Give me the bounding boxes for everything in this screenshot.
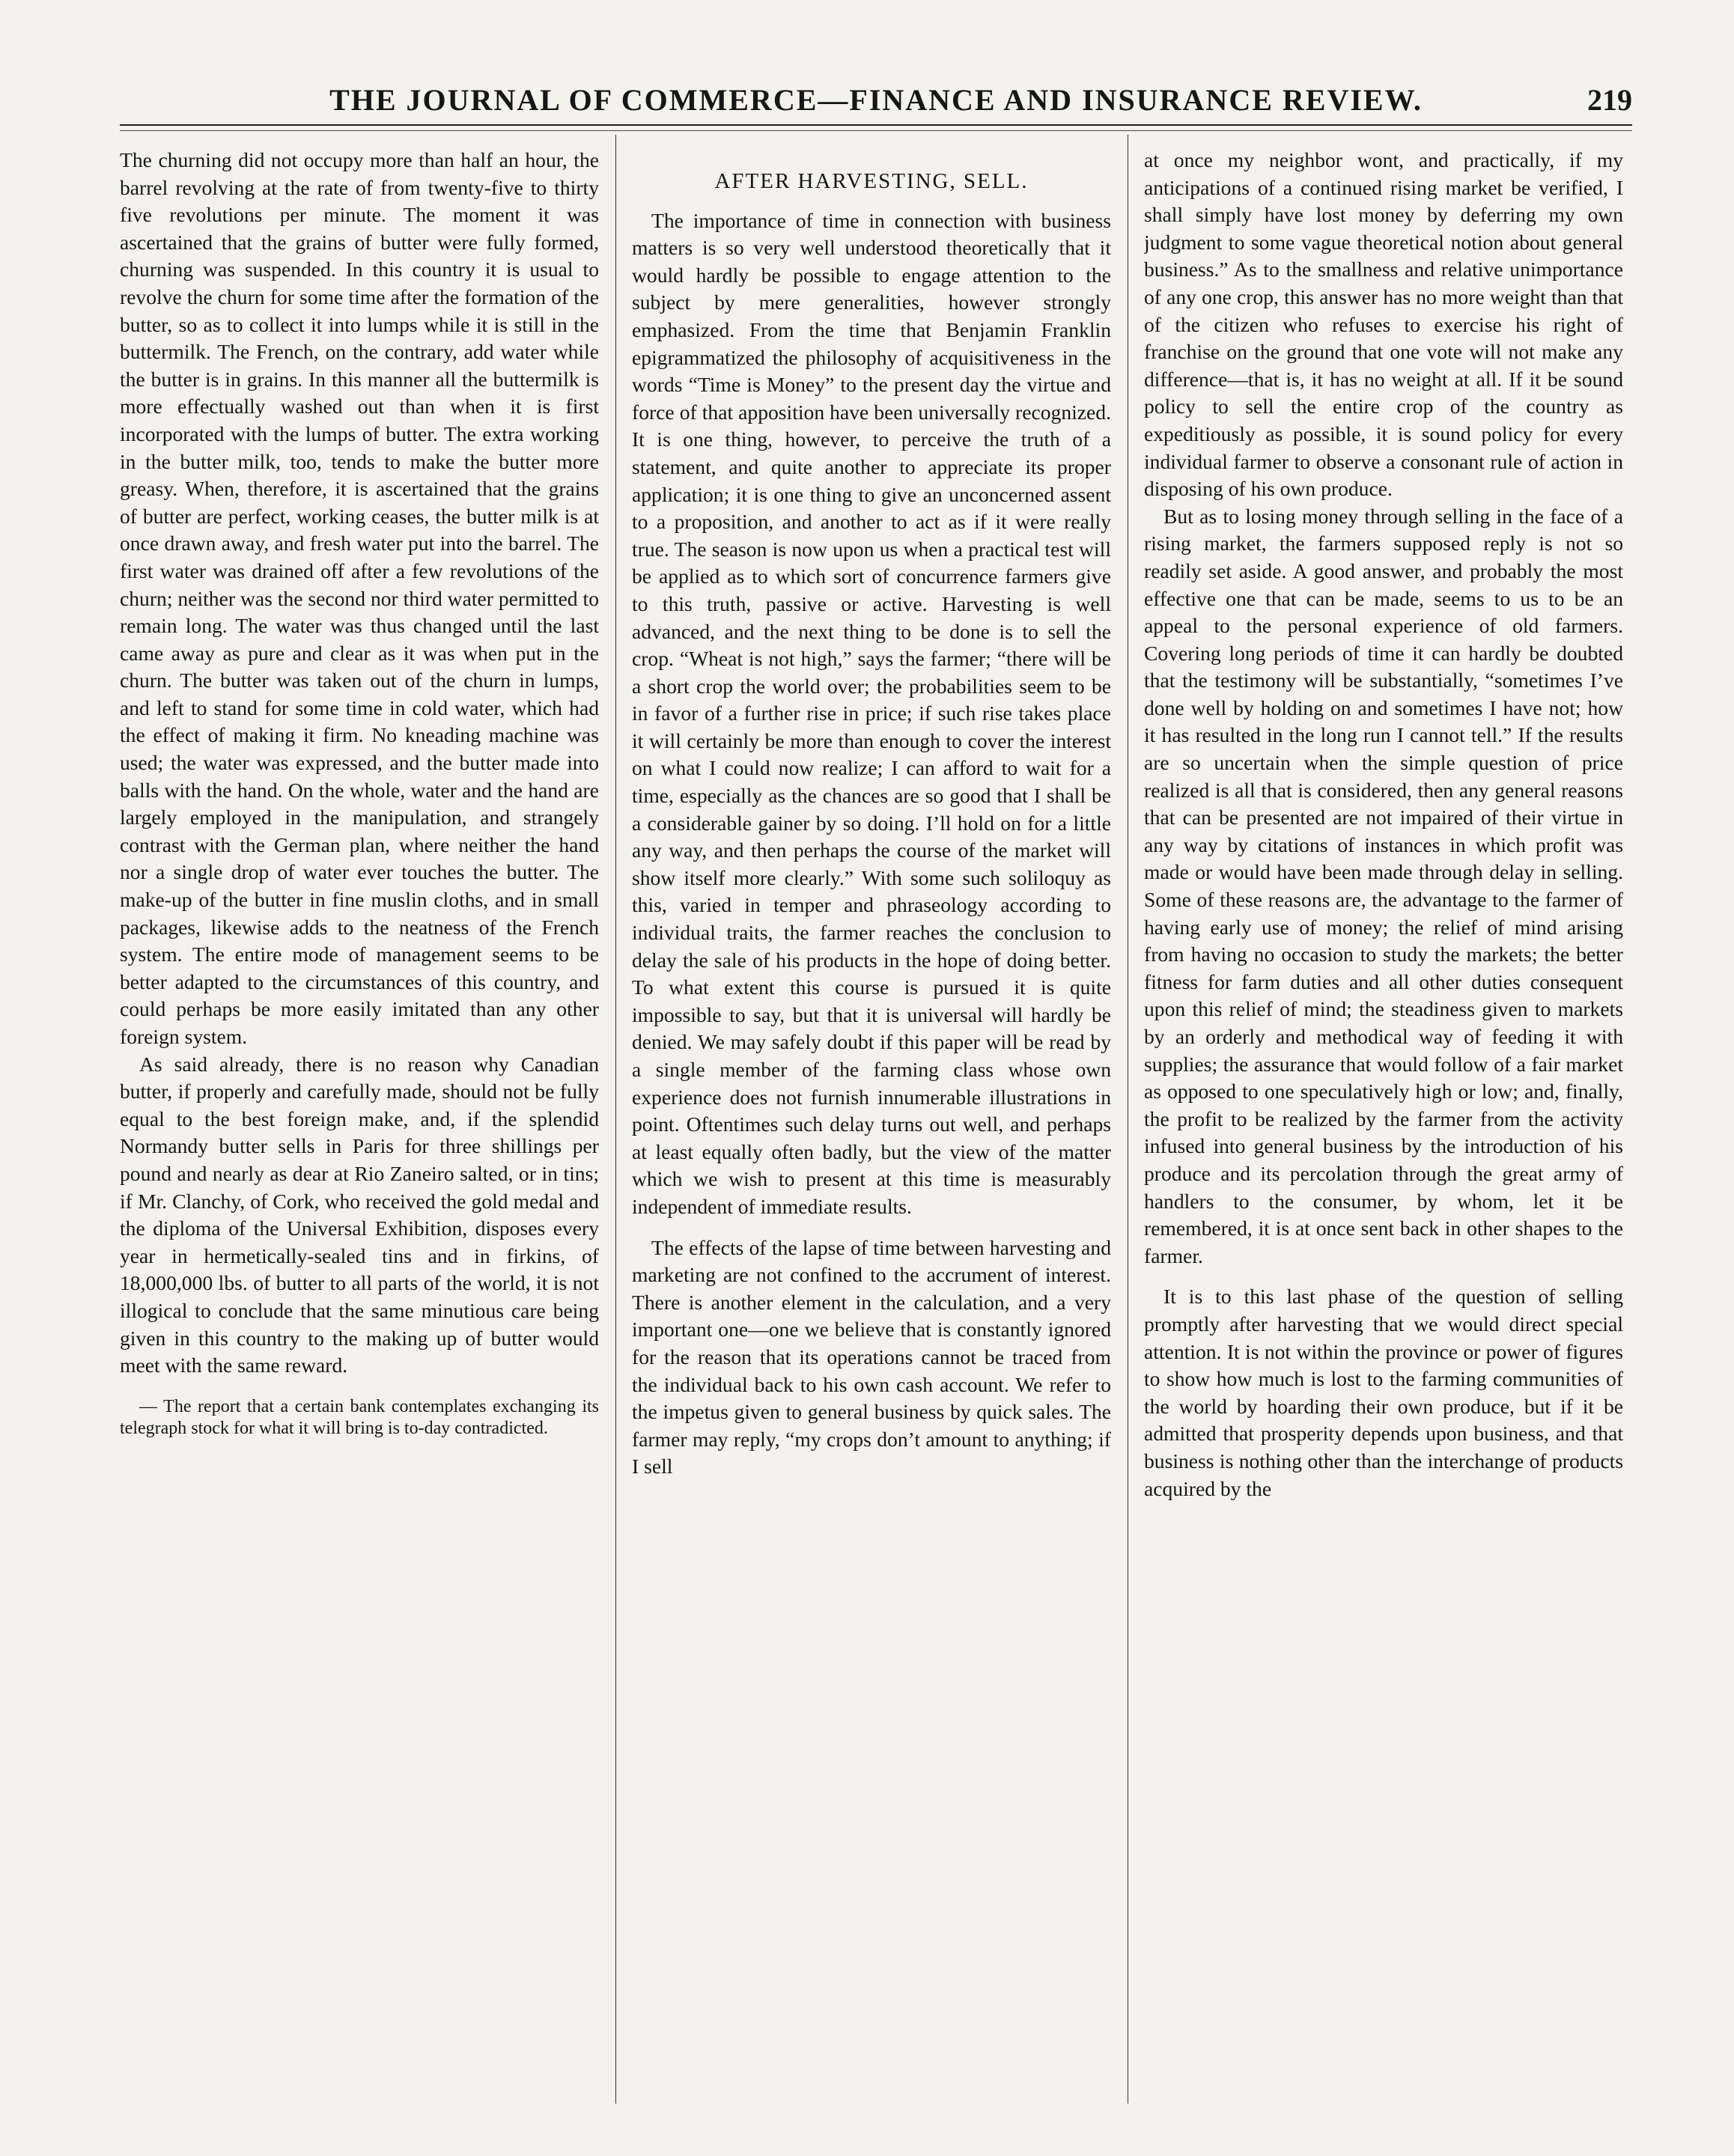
column-left <box>120 147 599 2108</box>
paragraph: It is to this last phase of the question of selling promptly after harvesting that we would direct special attention. It is not within the province or power of figures to show how much is lost to the farming communities of the world by hoarding their own produce, but if it be admitted that prosperity depends upon business, and that business is nothing other than the interchange of products acquired by the <box>1144 1285 1623 1500</box>
column-middle <box>632 147 1111 2108</box>
journal-title: THE JOURNAL OF COMMERCE—FINANCE AND INSURANCE REVIEW. <box>329 83 1423 117</box>
article-heading: AFTER HARVESTING, SELL. <box>714 169 1029 193</box>
paragraph: The churning did not occupy more than half an hour, the barrel revolving at the rate of from twenty-five to thirty five revolutions per minute. The moment it was ascertained that the grains of butter were fully formed, churning was suspended. In this country it is usual to revolve the churn for some time after the formation of the butter, so as to collect it into lumps while it is still in the buttermilk. The French, on the contrary, add water while the butter is in grains. In this manner all the buttermilk is more effectually washed out than when it is first incorporated with the lumps of butter. The extra working in the butter milk, too, tends to make the butter more greasy. When, therefore, it is ascertained that the grains of butter are perfect, working ceases, the butter milk is at once drawn away, and fresh water put into the barrel. The first water was drained off after a few revolutions of the churn; neither was the second nor third water permitted to remain long. The water was thus changed until the last came away as pure and clear as it was when put in the churn. The butter was taken out of the churn in lumps, and left to stand for some time in cold water, which had the effect of making it firm. No kneading machine was used; the water was expressed, and the butter made into balls with the hand. On the whole, water and the hand are largely employed in the manipulation, and strangely contrast with the German plan, where neither the hand nor a single drop of water ever touches the butter. The make-up of the butter in fine muslin cloths, and in small packages, likewise adds to the neatness of the French system. The entire mode of management seems to be better adapted to the circumstances of this country, and could perhaps be more easily imitated than any other foreign system. <box>120 148 599 1048</box>
paragraph: As said already, there is no reason why Canadian butter, if properly and carefully made, should not be fully equal to the best foreign make, and, if the splendid Normandy butter sells in Paris for three shillings per pound and nearly as dear at Rio Zaneiro salted, or in tins; if Mr. Clanchy, of Cork, who received the gold medal and the diploma of the Universal Exhibition, disposes every year in hermetically-sealed tins and in firkins, of 18,000,000 lbs. of butter to all parts of the world, it is not illogical to conclude that the same minutious care being given in this country to the making up of butter would meet with the same reward. <box>120 1052 599 1377</box>
header-rule-thin <box>120 130 1632 131</box>
paragraph-gap <box>632 1221 1111 1234</box>
news-note <box>120 1396 599 1440</box>
header-rule <box>120 124 1632 126</box>
paragraph: But as to losing money through selling in the face of a rising market, the farmers supposed reply is not so readily set aside. A good answer, and probably the most effective one that can be made, seems to us to be an appeal to the personal experience of old farmers. Covering long periods of time it can hardly be doubted that the testimony will be substantially, “sometimes I’ve done well by holding on and sometimes I have not; how it has resulted in the long run I cannot tell.” If the results are so uncertain when the simple question of price realized is all that is considered, then any general reasons that can be presented are not impaired of their virtue in any way by citations of instances in which profit was made or would have been made through delay in selling. Some of these reasons are, the advantage to the farmer of having early use of money; the relief of mind arising from having no occasion to study the markets; the better fitness for farm duties and all other duties consequent upon this relief of mind; the steadiness given to markets by an orderly and methodical way of feeding it with supplies; the assurance that would follow of a fair market as opposed to one speculatively high or low; and, finally, the profit to be realized by the farmer from the activity infused into general business by the introduction of his produce and its percolation through the great army of handlers to the consumer, by whom, let it be remembered, it is at once sent back in other shapes to the farmer. <box>1144 504 1623 1267</box>
paragraph: The importance of time in connection with business matters is so very well understood theoretically that it would hardly be possible to engage attention to the subject by mere generalities, however strongly emphasized. From the time that Benjamin Franklin epigrammatized the philosophy of acquisitiveness in the words “Time is Money” to the present day the virtue and force of that apposition have been universally recognized. It is one thing, however, to perceive the truth of a statement, and quite another to appreciate its proper application; it is one thing to give an unconcerned assent to a proposition, and another to act as if it were really true. The season is now upon us when a practical test will be applied as to which sort of concurrence farmers give to this truth, passive or active. Harvesting is well advanced, and the next thing to be done is to sell the crop. “Wheat is not high,” says the farmer; “there will be a short crop the world over; the probabilities seem to be in favor of a further rise in price; if such rise takes place it will certainly be more than enough to cover the interest on what I could now realize; I can afford to wait for a time, especially as the chances are so good that I shall be a considerable gainer by so doing. I’ll hold on for a little any way, and then perhaps the course of the market will show itself more clearly.” With some such soliloquy as this, varied in temper and phraseology according to individual traits, the farmer reaches the conclusion to delay the sale of his products in the hope of doing better. To what extent this course is pursued it is quite impossible to say, but that it is universal will hardly be denied. We may safely doubt if this paper will be read by a single member of the farming class whose own experience does not furnish innumerable illustrations in point. Oftentimes such delay turns out well, and perhaps at least equally often badly, but the view of the matter which we wish to present at this time is measurably independent of immediate results. <box>632 208 1111 1218</box>
paragraph: at once my neighbor wont, and practically, if my anticipations of a continued rising market be verified, I shall simply have lost money by deferring my own judgment to some vague theoretical notion about general business.” As to the smallness and relative unimportance of any one crop, this answer has no more weight than that of the citizen who refuses to exercise his right of franchise on the ground that one vote will not make any difference—that is, it has no weight at all. If it be sound policy to sell the entire crop of the country as expeditiously as possible, it is sound policy for every individual farmer to observe a consonant rule of action in disposing of his own produce. <box>1144 148 1623 501</box>
column-divider <box>615 135 616 2104</box>
news-note-text: — The report that a certain bank contemplates exchanging its telegraph stock for what it will bring is to-day contradicted. <box>120 1396 599 1438</box>
paragraph: The effects of the lapse of time between harvesting and marketing are not confined to the accrument of interest. There is another element in the calculation, and a very important one—one we believe that is constantly ignored for the reason that its operations cannot be traced from the individual back to his own cash account. We refer to the impetus given to general business by quick sales. The farmer may reply, “my crops don’t amount to anything; if I sell <box>632 1235 1111 1479</box>
paragraph-gap <box>1144 1270 1623 1283</box>
page-number: 219 <box>1587 83 1632 117</box>
page-header <box>120 82 1632 124</box>
column-right <box>1144 147 1623 2108</box>
